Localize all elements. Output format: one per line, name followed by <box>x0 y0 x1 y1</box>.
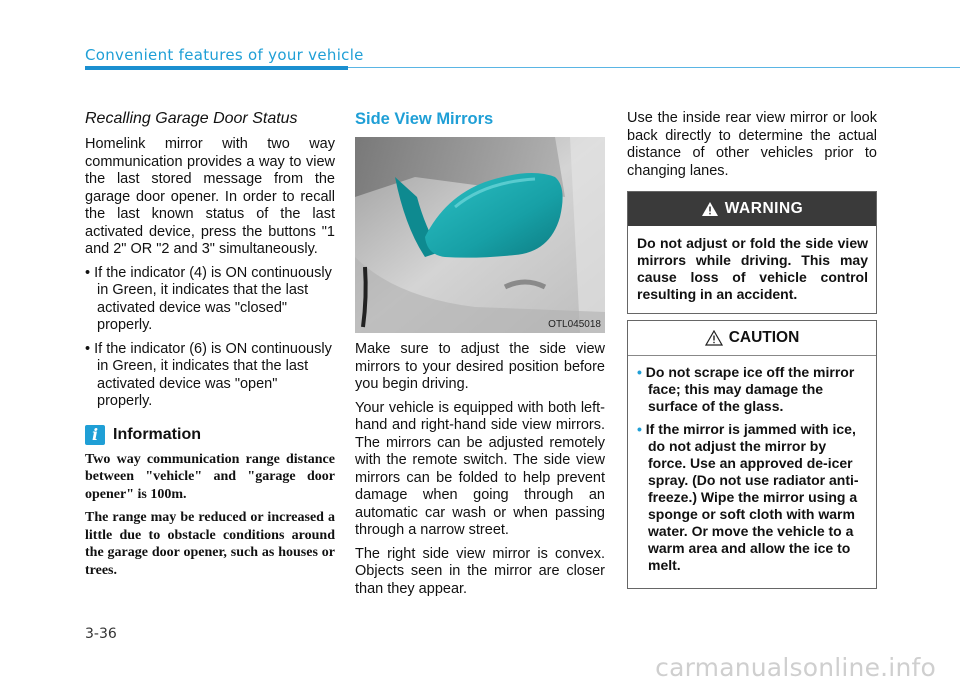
warning-text: Do not adjust or fold the side view mirrors while driving. This may cause loss of vehicle control resulting in an accident. <box>637 235 868 302</box>
side-mirror-photo <box>355 137 605 333</box>
warning-header <box>628 192 876 226</box>
header-rule <box>348 67 960 68</box>
caution-triangle-icon <box>705 330 723 346</box>
side-mirror-illustration <box>355 137 605 333</box>
photo-code: OTL045018 <box>548 319 601 330</box>
caution-item-text: Do not scrape ice off the mirror face; this may damage the surface of the glass. <box>645 364 855 414</box>
warning-triangle-icon <box>701 201 719 217</box>
mirror-paragraph: Make sure to adjust the side view mirrors to your desired position before you begin driving. <box>355 341 605 392</box>
list-item <box>637 364 868 415</box>
caution-title: CAUTION <box>728 329 800 346</box>
garage-door-heading: Recalling Garage Door Status <box>85 110 298 127</box>
column-rear-mirror <box>627 110 877 184</box>
mirror-paragraph: The right side view mirror is convex. Objects seen in the mirror are closer than they appear. <box>355 545 605 597</box>
section-title: Convenient features of your vehicle <box>85 46 364 64</box>
information-title: Information <box>113 425 201 443</box>
information-paragraph: The range may be reduced or increased a little due to obstacle conditions around the garage door opener, such as houses or trees. <box>85 510 335 578</box>
side-mirrors-heading: Side View Mirrors <box>355 110 494 128</box>
caution-header <box>628 321 876 356</box>
list-item: • If the indicator (4) is ON continuously in Green, it indicates that the last activated device was "closed" properly. <box>85 264 332 333</box>
caution-body <box>628 356 876 588</box>
page-number: 3-36 <box>85 626 117 642</box>
caution-item-text: If the mirror is jammed with ice, do not adjust the mirror by force. Use an approved de-icer spray. (Do not use radiator anti-freeze.) Wipe the mirror using a sponge or soft cloth with warm water. Or move the vehicle to a warm area and allow the ice to melt. <box>645 421 859 573</box>
information-header <box>85 425 335 445</box>
column-garage-door <box>85 110 335 585</box>
list-item <box>637 421 868 574</box>
warning-box <box>627 191 877 314</box>
list-item: • If the indicator (6) is ON continuously in Green, it indicates that the last activated device was "open" properly. <box>85 340 332 409</box>
mirror-paragraph: Your vehicle is equipped with both left-hand and right-hand side view mirrors. The mirrors can be adjusted remotely with the remote switch. The side view mirrors can be folded to help prevent damage when going through an automatic car wash or when passing through a narrow street. <box>355 399 605 538</box>
header-rule-accent <box>85 66 348 70</box>
garage-door-intro: Homelink mirror with two way communication provides a way to view the last stored message from the garage door opener. In order to recall the last known status of the last activated device, press the buttons "1 and 2" OR "2 and 3" simultaneously. <box>85 136 335 257</box>
warning-title: WARNING <box>724 200 804 217</box>
rear-mirror-intro: Use the inside rear view mirror or look back directly to determine the actual distance of other vehicles prior to changing lanes. <box>627 110 877 179</box>
caution-box <box>627 320 877 589</box>
information-paragraph: Two way communication range distance between "vehicle" and "garage door opener" is 100m. <box>85 451 335 502</box>
indicator-list <box>85 265 335 411</box>
info-icon: i <box>85 425 105 445</box>
bullet-dot: • <box>637 364 642 380</box>
bullet-dot: • <box>637 421 642 437</box>
watermark: carmanualsonline.info <box>655 653 936 682</box>
column-side-mirrors <box>355 110 605 602</box>
